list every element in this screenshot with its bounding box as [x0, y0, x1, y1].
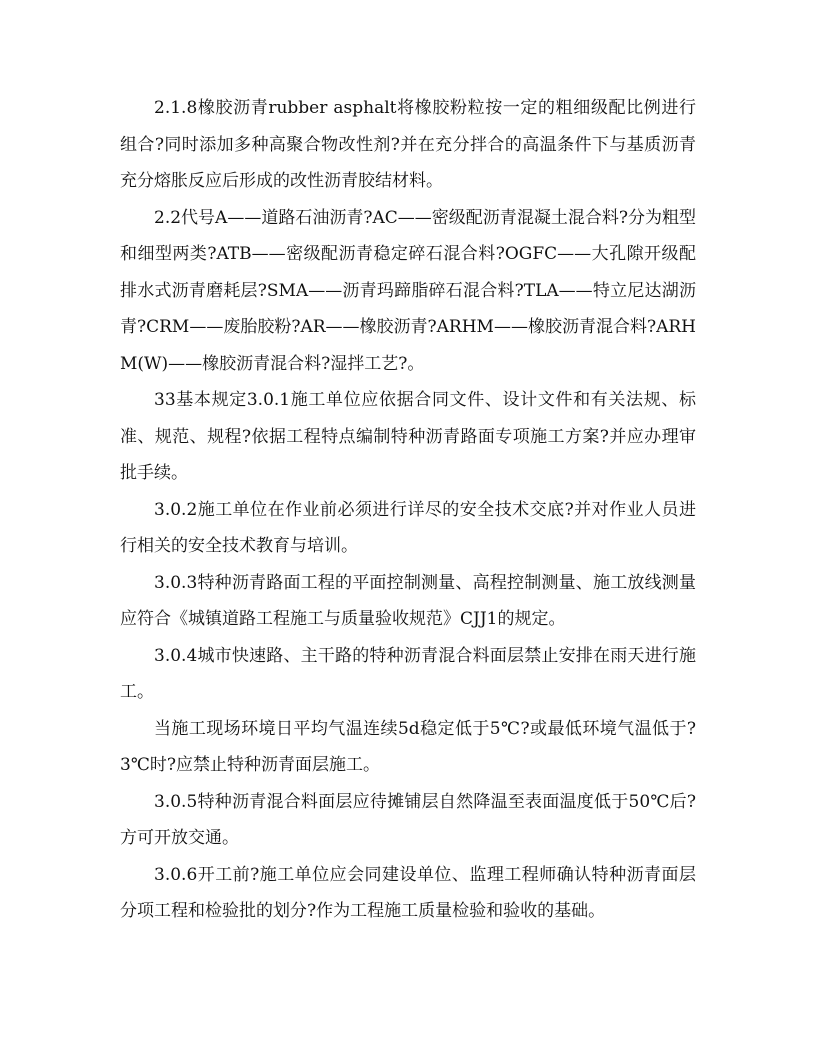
paragraph-2-1-8: 2.1.8橡胶沥青rubber asphalt将橡胶粉粒按一定的粗细级配比例进行组合?同时添加多种高聚合物改性剂?并在充分拌合的高温条件下与基质沥青充分熔胀反应后形成的改性沥青胶结材料。 [120, 98, 696, 191]
paragraph-3-0-1: 33基本规定3.0.1施工单位应依据合同文件、设计文件和有关法规、标准、规范、规程?依据工程特点编制特种沥青路面专项施工方案?并应办理审批手续。 [120, 390, 696, 483]
paragraph-3-0-6: 3.0.6开工前?施工单位应会同建设单位、监理工程师确认特种沥青面层分项工程和检验批的划分?作为工程施工质量检验和验收的基础。 [120, 864, 696, 921]
paragraph-3-0-3: 3.0.3特种沥青路面工程的平面控制测量、高程控制测量、施工放线测量应符合《城镇道路工程施工与质量验收规范》CJJ1的规定。 [120, 572, 696, 629]
paragraph-3-0-5: 3.0.5特种沥青混合料面层应待摊铺层自然降温至表面温度低于50℃后?方可开放交通。 [120, 791, 696, 848]
paragraph-temperature: 当施工现场环境日平均气温连续5d稳定低于5℃?或最低环境气温低于?3℃时?应禁止特种沥青面层施工。 [120, 718, 696, 775]
paragraph-2-2: 2.2代号A——道路石油沥青?AC——密级配沥青混凝土混合料?分为粗型和细型两类?ATB——密级配沥青稳定碎石混合料?OGFC——大孔隙开级配排水式沥青磨耗层?SMA——沥青玛蹄脂碎石混合料?TLA——特立尼达湖沥青?CRM——废胎胶粉?AR——橡胶沥青?ARHM——橡胶沥青混合料?ARHM(W)——橡胶沥青混合料?湿拌工艺?。 [120, 207, 696, 374]
paragraph-3-0-2: 3.0.2施工单位在作业前必须进行详尽的安全技术交底?并对作业人员进行相关的安全技术教育与培训。 [120, 499, 696, 556]
paragraph-3-0-4: 3.0.4城市快速路、主干路的特种沥青混合料面层禁止安排在雨天进行施工。 [120, 645, 696, 702]
document-body [120, 90, 696, 930]
